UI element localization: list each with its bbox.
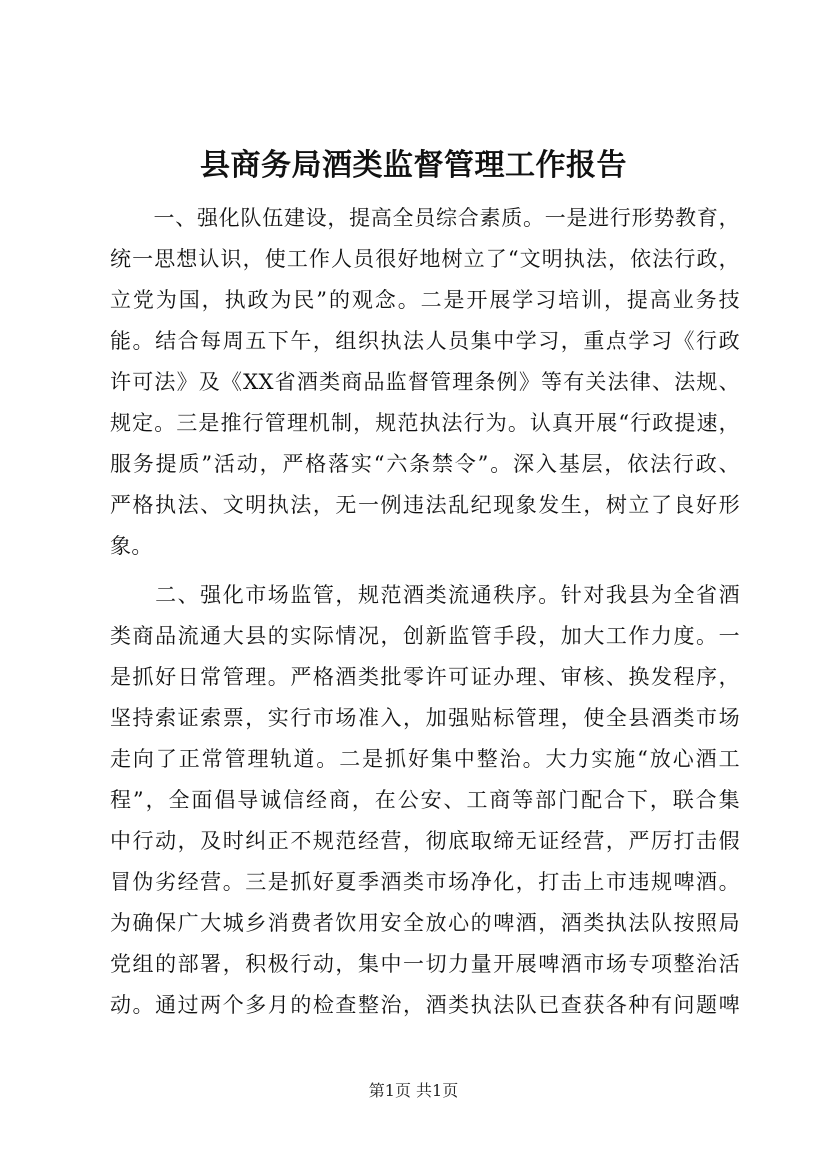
page-number-footer: 第1页 共1页 — [368, 1081, 459, 1100]
document-body — [110, 198, 740, 1026]
paragraph-line: 许可法》及《XX省酒类商品监督管理条例》等有关法律、法规、 — [110, 370, 740, 394]
paragraph-line: 立党为国，执政为民”的观念。二是开展学习培训，提高业务技 — [110, 288, 740, 312]
paragraph-line: 类商品流通大县的实际情况，创新监管手段，加大工作力度。一 — [110, 624, 740, 648]
paragraph-line: 党组的部署，积极行动，集中一切力量开展啤酒市场专项整治活 — [110, 952, 740, 976]
paragraph-line: 走向了正常管理轨道。二是抓好集中整治。大力实施“放心酒工 — [110, 747, 740, 771]
paragraph-line: 能。结合每周五下午，组织执法人员集中学习，重点学习《行政 — [110, 329, 740, 353]
paragraph-line: 是抓好日常管理。严格酒类批零许可证办理、审核、换发程序， — [110, 665, 740, 689]
paragraph-line: 规定。三是推行管理机制，规范执法行为。认真开展“行政提速， — [110, 411, 740, 435]
paragraph-line: 为确保广大城乡消费者饮用安全放心的啤酒，酒类执法队按照局 — [110, 911, 740, 935]
paragraph-line: 二、强化市场监管，规范酒类流通秩序。针对我县为全省酒 — [110, 583, 740, 607]
paragraph-1 — [110, 198, 740, 567]
paragraph-line: 冒伪劣经营。三是抓好夏季酒类市场净化，打击上市违规啤酒。 — [110, 870, 740, 894]
paragraph-line: 中行动，及时纠正不规范经营，彻底取缔无证经营，严厉打击假 — [110, 829, 740, 853]
paragraph-line: 服务提质”活动，严格落实“六条禁令”。深入基层，依法行政、 — [110, 452, 740, 476]
paragraph-line: 统一思想认识，使工作人员很好地树立了“文明执法，依法行政， — [110, 247, 740, 271]
paragraph-line: 一、强化队伍建设，提高全员综合素质。一是进行形势教育， — [110, 206, 740, 230]
paragraph-2 — [110, 575, 740, 1026]
paragraph-line: 坚持索证索票，实行市场准入，加强贴标管理，使全县酒类市场 — [110, 706, 740, 730]
paragraph-line: 象。 — [110, 534, 153, 558]
paragraph-line: 程”，全面倡导诚信经商，在公安、工商等部门配合下，联合集 — [110, 788, 740, 812]
document-title: 县商务局酒类监督管理工作报告 — [200, 148, 627, 183]
paragraph-line: 严格执法、文明执法，无一例违法乱纪现象发生，树立了良好形 — [110, 493, 740, 517]
paragraph-line: 动。通过两个多月的检查整治，酒类执法队已查获各种有问题啤 — [110, 993, 740, 1017]
paragraph-spacer — [110, 567, 740, 575]
